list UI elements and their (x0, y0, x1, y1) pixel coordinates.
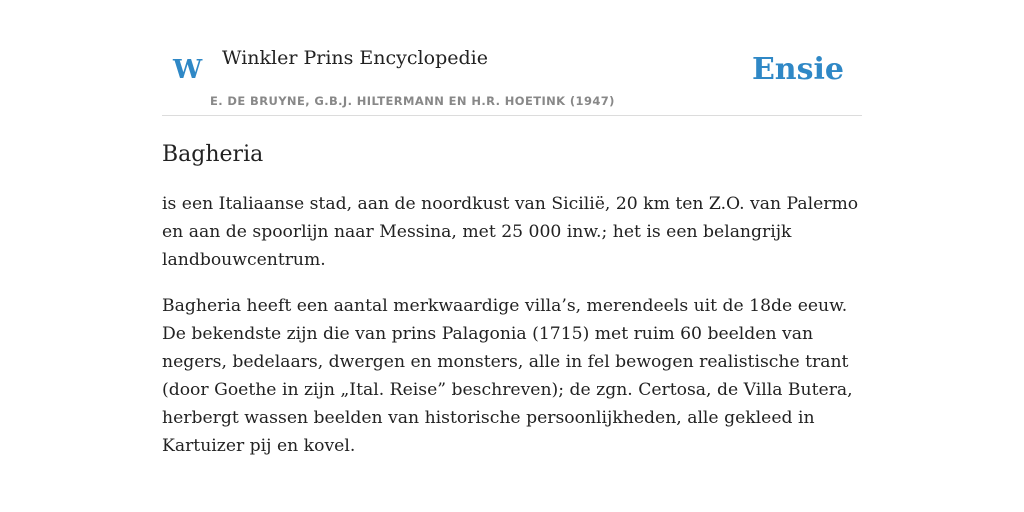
publication-title[interactable]: Winkler Prins Encyclopedie (222, 47, 488, 69)
entry-title: Bagheria (162, 142, 264, 167)
publication-header (162, 40, 862, 116)
encyclopedia-card (162, 40, 862, 460)
entry-paragraph: Bagheria heeft een aantal merkwaardige villa’s, merendeels uit de 18de eeuw. De bekendste zijn die van prins Palagonia (1715) met ruim 60 beelden van negers, bedelaars, dwergen en monsters, alle in fel bewogen realistische trant (door Goethe in zijn „Ital. Reise” beschreven); de zgn. Certosa, de Villa Butera, herbergt wassen beelden van historische persoonlijkheden, alle gekleed in Kartuizer pij en kovel. (162, 296, 853, 456)
ensie-brand-logo[interactable]: Ensie (751, 52, 844, 87)
winkler-prins-logo-icon[interactable]: W (173, 55, 203, 85)
publication-authors: E. DE BRUYNE, G.B.J. HILTERMANN EN H.R. HOETINK (1947) (210, 94, 615, 108)
entry-paragraph: is een Italiaanse stad, aan de noordkust van Sicilië, 20 km ten Z.O. van Palermo en aan de spoorlijn naar Messina, met 25 000 inw.; het is een belangrijk landbouwcentrum. (162, 194, 859, 270)
